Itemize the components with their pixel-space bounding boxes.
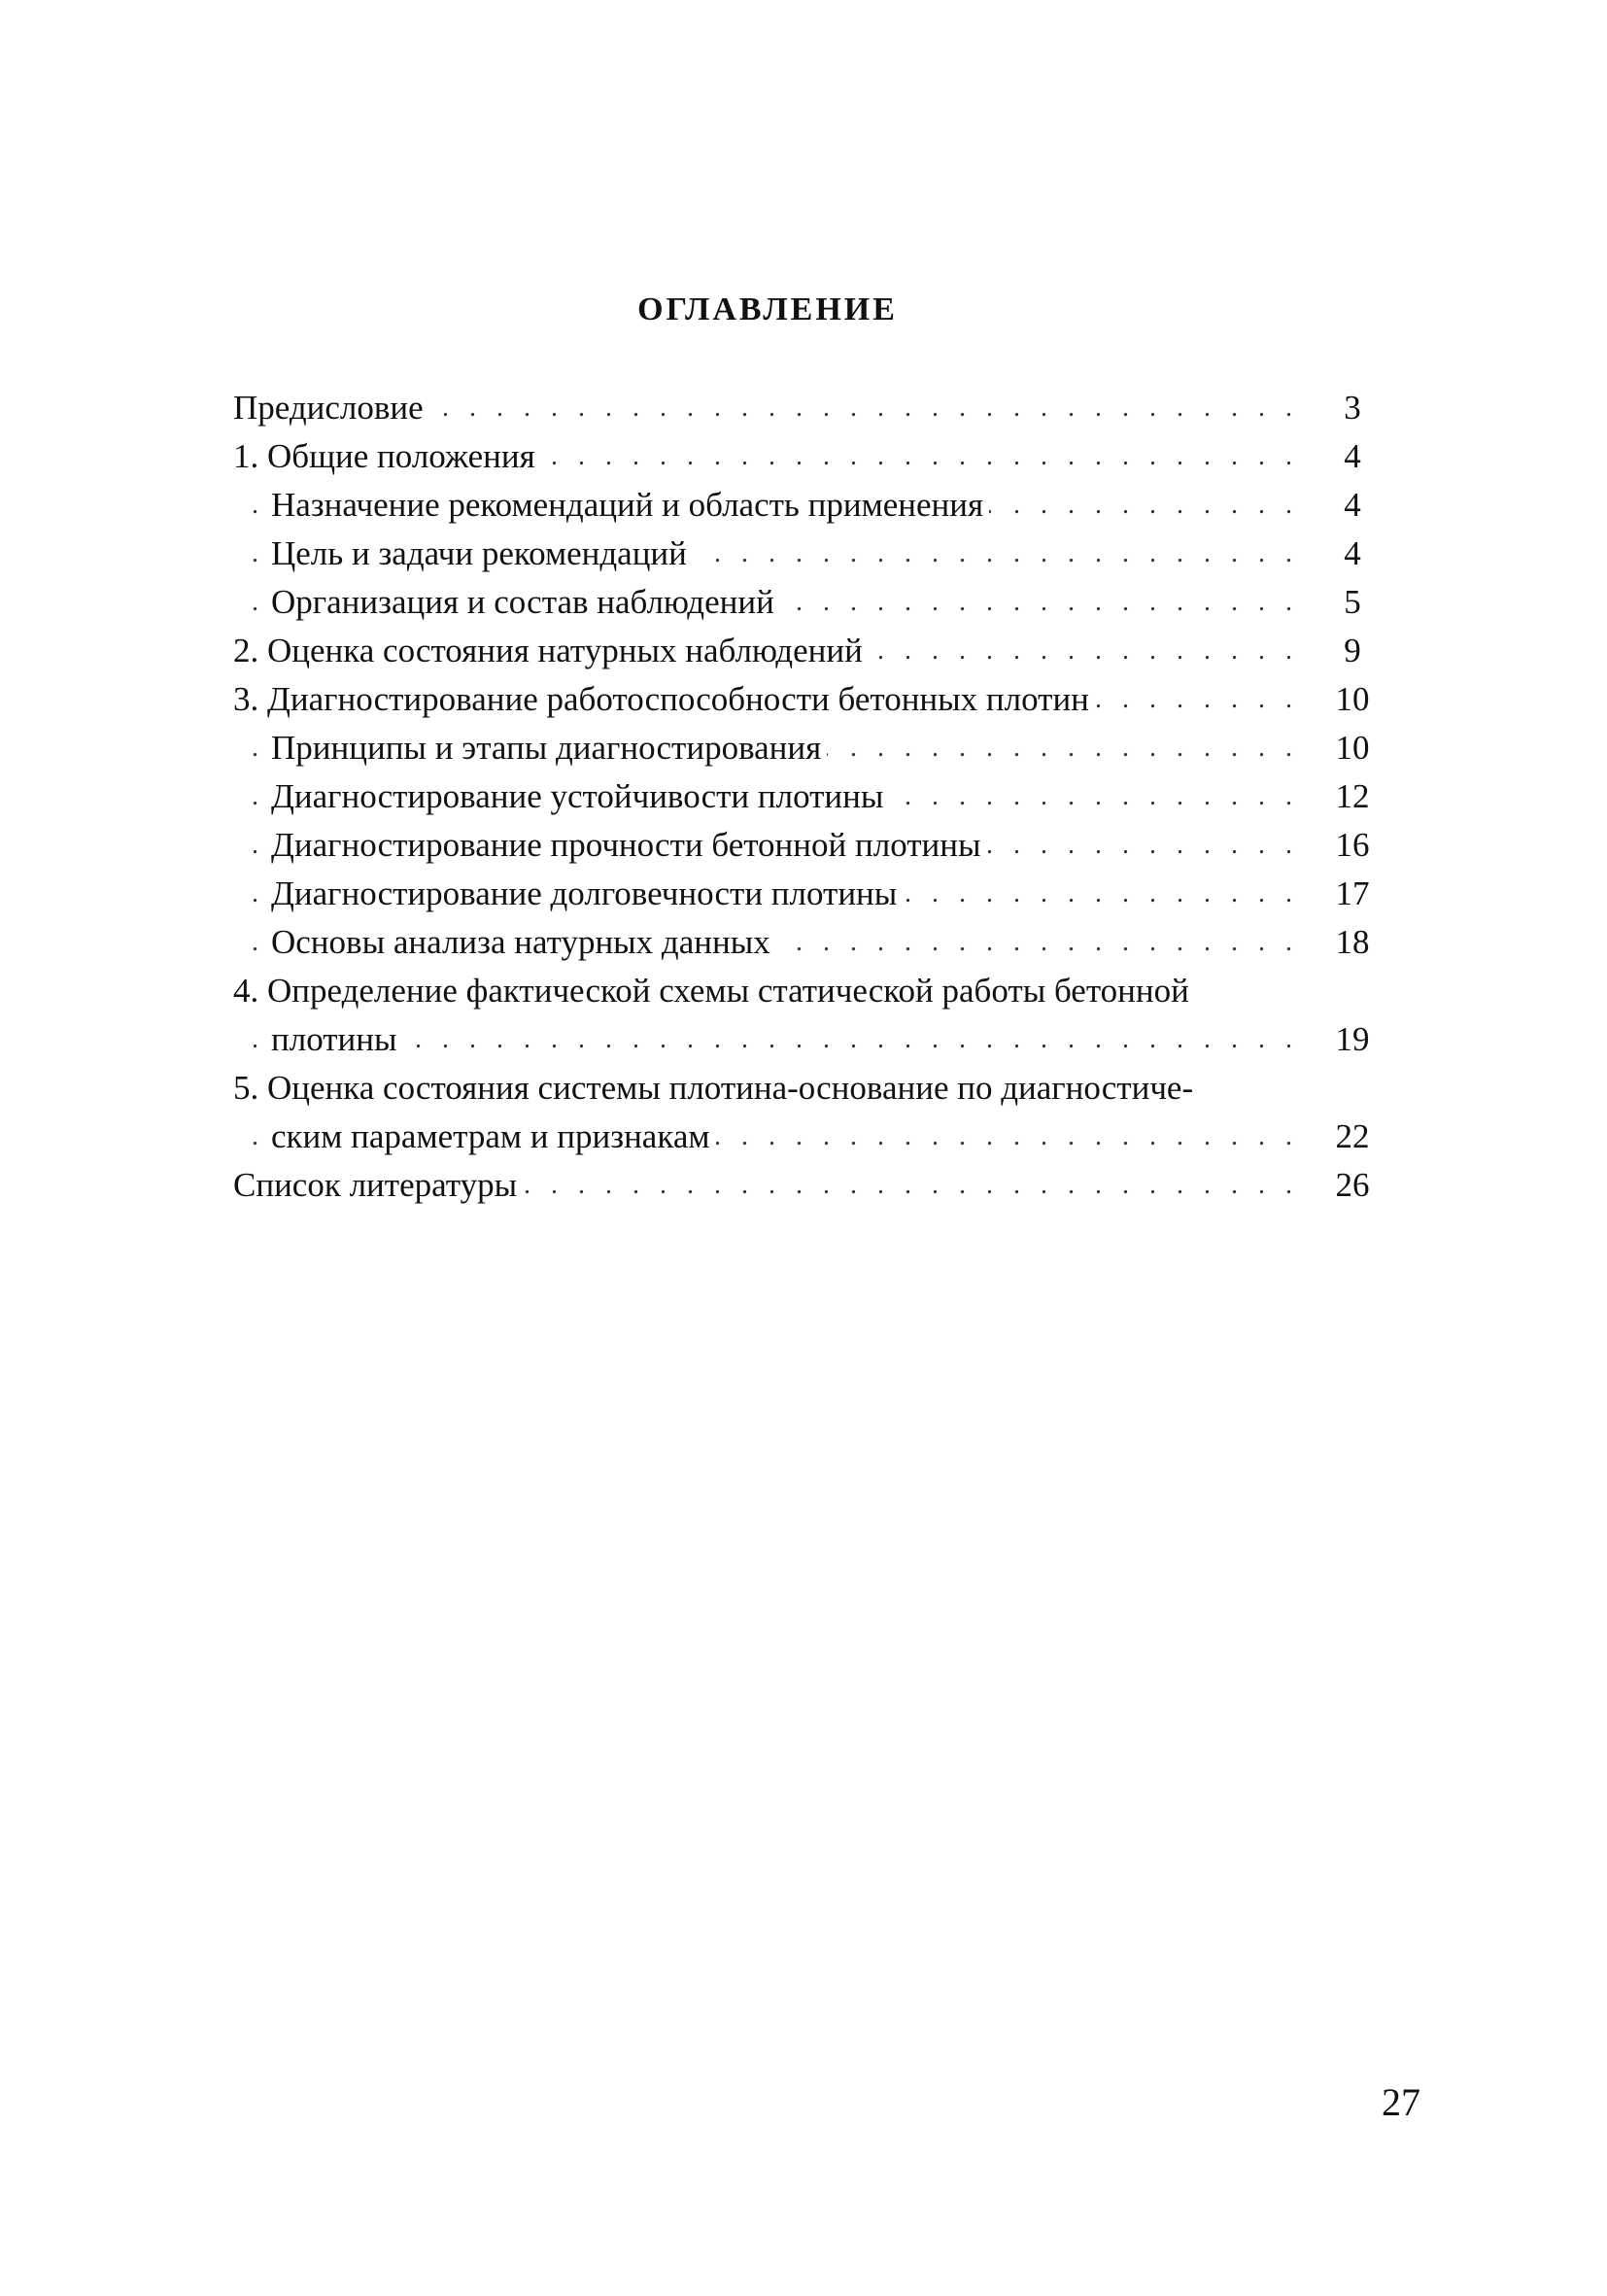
toc-entry-stability[interactable] (233, 772, 1382, 821)
toc-entry-label: Диагностирование долговечности плотины (271, 874, 903, 912)
toc-entry-principles[interactable] (233, 724, 1382, 772)
toc-entry-label: плотины (271, 1020, 403, 1058)
toc-entry-page: 12 (1323, 772, 1382, 821)
toc-entry-label: Предисловие (233, 389, 429, 427)
toc-entry-analysis[interactable] (233, 918, 1382, 967)
toc-entry-section-3[interactable] (233, 675, 1382, 724)
toc-entry-page: 4 (1323, 432, 1382, 481)
toc-entry-label: Список литературы (233, 1166, 523, 1204)
toc-entry-label: Назначение рекомендаций и область применения (271, 486, 989, 524)
toc-entry-page: 10 (1323, 675, 1382, 724)
toc-entry-label: Диагностирование прочности бетонной плотины (271, 826, 987, 864)
toc-entry-organization[interactable] (233, 578, 1382, 627)
toc-entry-purpose[interactable] (233, 481, 1382, 530)
toc-entry-page: 18 (1323, 918, 1382, 967)
toc-entry-goals[interactable] (233, 530, 1382, 578)
toc-entry-page: 22 (1323, 1113, 1382, 1161)
table-of-contents (233, 384, 1382, 1210)
toc-entry-label: Основы анализа натурных данных (271, 923, 776, 961)
page-number: 27 (1382, 2080, 1420, 2124)
toc-entry-strength[interactable] (233, 821, 1382, 870)
toc-entry-label: 3. Диагностирование работоспособности бетонных плотин (233, 680, 1095, 718)
toc-entry-section-2[interactable] (233, 627, 1382, 675)
toc-entry-page: 4 (1323, 530, 1382, 578)
toc-entry-page: 26 (1323, 1161, 1382, 1210)
toc-entry-page: 19 (1323, 1015, 1382, 1064)
toc-entry-references[interactable] (233, 1161, 1382, 1210)
toc-entry-label: Организация и состав наблюдений (271, 583, 780, 621)
toc-entry-section-5[interactable] (233, 1064, 1382, 1113)
toc-title: ОГЛАВЛЕНИЕ (637, 291, 898, 327)
toc-entry-label: Принципы и этапы диагностирования (271, 729, 827, 767)
toc-entry-section-5-cont[interactable] (233, 1113, 1382, 1161)
toc-entry-label: 5. Оценка состояния системы плотина-основание по диагностиче- (233, 1069, 1199, 1107)
toc-entry-label: Диагностирование устойчивости плотины (271, 777, 889, 815)
toc-entry-label: 2. Оценка состояния натурных наблюдений (233, 632, 869, 669)
toc-entry-page: 4 (1323, 481, 1382, 530)
toc-entry-page: 5 (1323, 578, 1382, 627)
toc-entry-page: 3 (1323, 384, 1382, 432)
toc-entry-label: 1. Общие положения (233, 437, 541, 475)
toc-entry-durability[interactable] (233, 870, 1382, 918)
toc-entry-label: Цель и задачи рекомендаций (271, 534, 693, 572)
toc-entry-section-4-cont[interactable] (233, 1015, 1382, 1064)
toc-entry-preface[interactable] (233, 384, 1382, 432)
toc-entry-section-4[interactable] (233, 967, 1382, 1015)
toc-entry-page: 16 (1323, 821, 1382, 870)
toc-entry-label: ским параметрам и признакам (271, 1117, 716, 1155)
toc-entry-page: 9 (1323, 627, 1382, 675)
toc-entry-section-1[interactable] (233, 432, 1382, 481)
toc-entry-label: 4. Определение фактической схемы статической работы бетонной (233, 972, 1195, 1010)
toc-entry-page: 10 (1323, 724, 1382, 772)
toc-entry-page: 17 (1323, 870, 1382, 918)
